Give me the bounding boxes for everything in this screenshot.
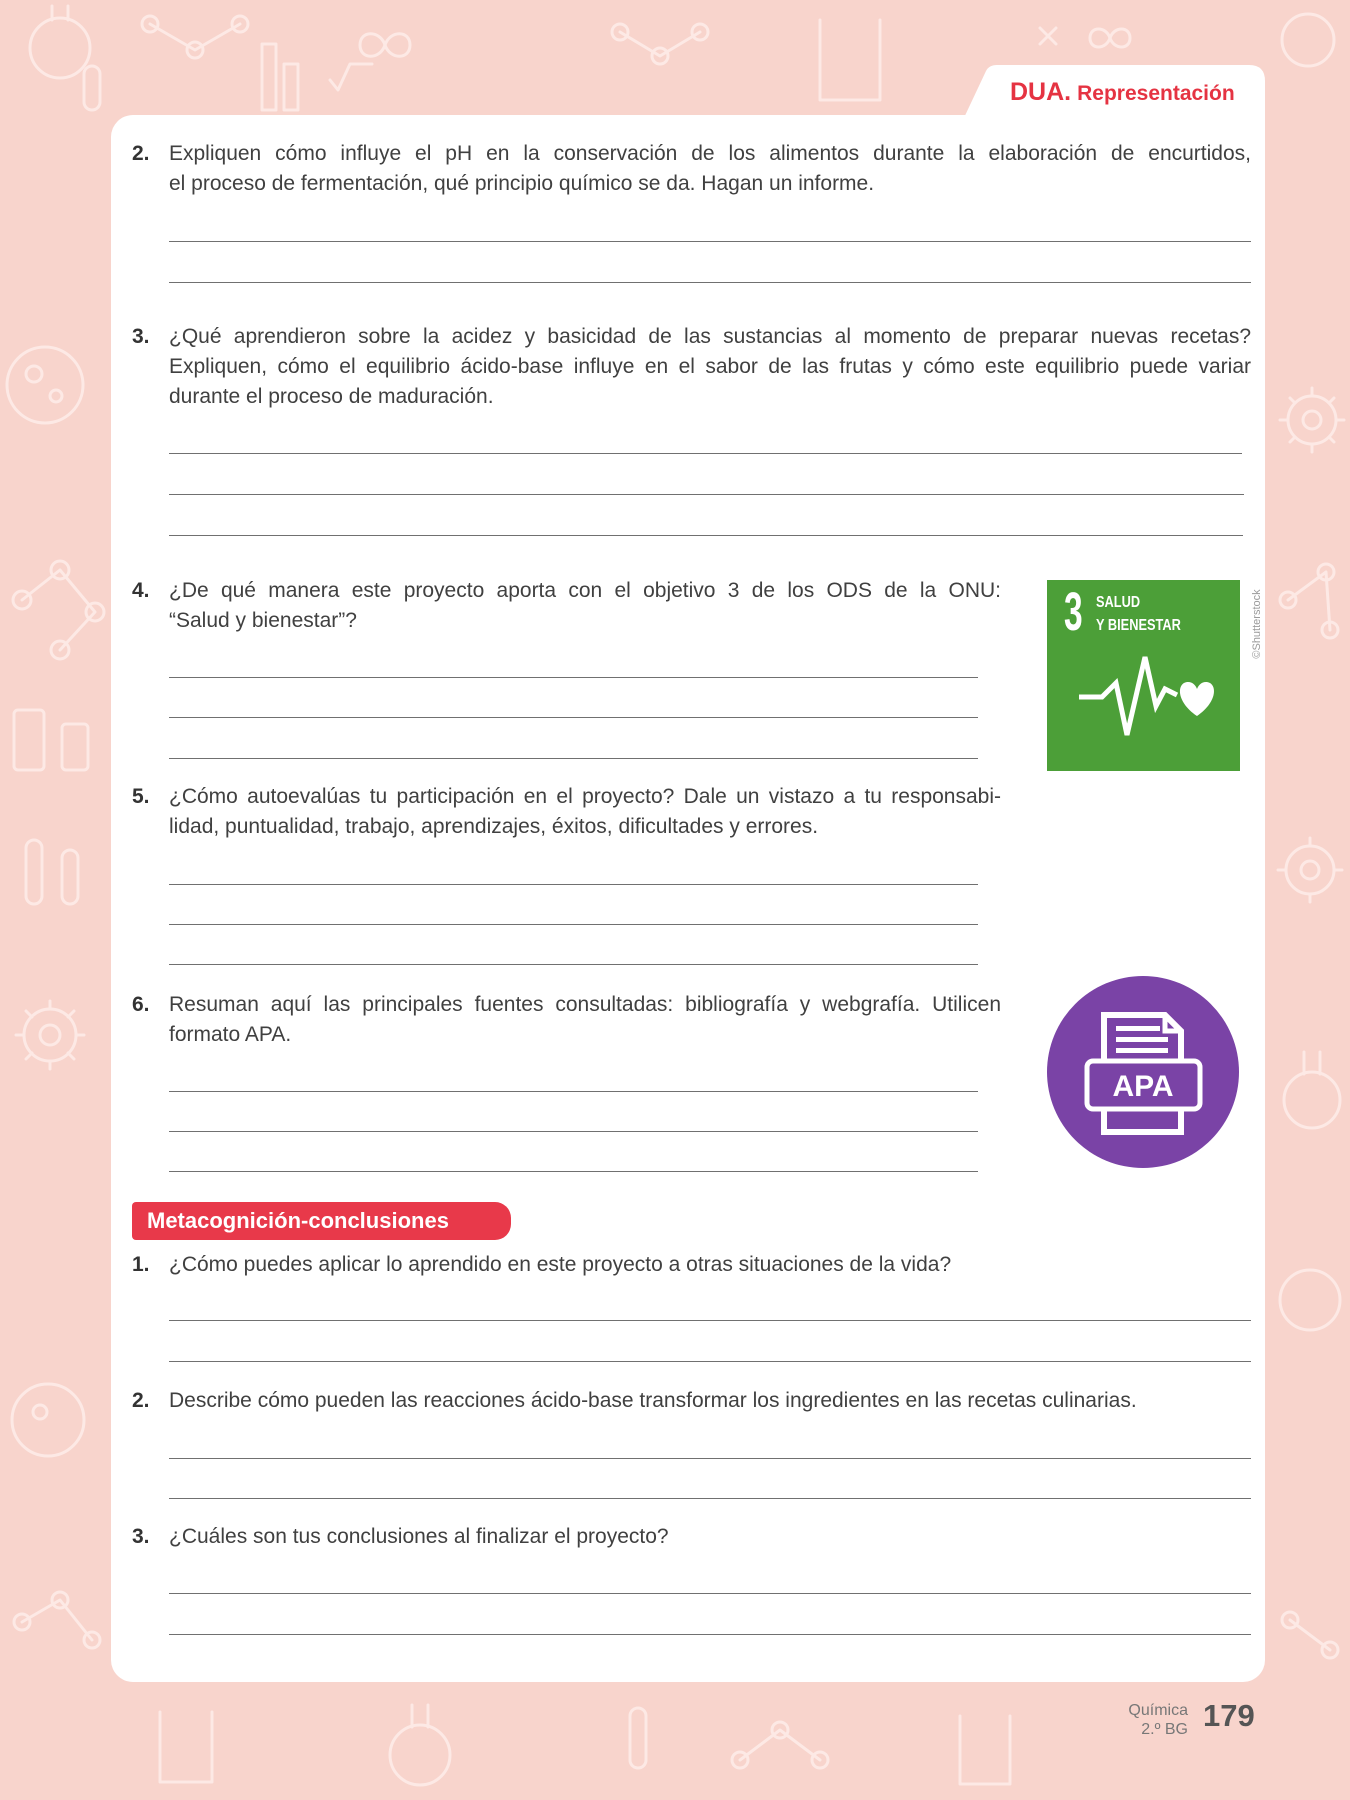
answer-line	[169, 758, 978, 759]
dua-heading	[1010, 76, 1235, 112]
colony	[33, 1405, 47, 1419]
answer-line	[169, 964, 978, 965]
question-text	[169, 576, 1001, 636]
molecule-icon	[142, 16, 248, 58]
gear-hub	[1301, 861, 1319, 879]
answer-line	[169, 884, 978, 885]
answer-line	[169, 494, 1244, 495]
answer-line	[169, 1320, 1251, 1321]
answer-line	[169, 1634, 1251, 1635]
sdg-number: 3	[1064, 582, 1083, 642]
question-text	[169, 782, 1001, 842]
answer-line	[169, 282, 1251, 283]
question-text-line: ¿De qué manera este proyecto aporta con el objetivo 3 de los ODS de la ONU:	[169, 579, 1001, 602]
question-text-line: ¿Cuáles son tus conclusiones al finalizar el proyecto?	[169, 1525, 669, 1548]
sdg-3-badge	[1047, 580, 1240, 771]
dua-label: DUA.	[1010, 78, 1072, 106]
dish	[1280, 1270, 1340, 1330]
conclusion-question-1	[132, 1250, 1251, 1280]
question-4	[132, 576, 1001, 636]
dish	[12, 1384, 84, 1456]
gear-hub	[40, 1025, 60, 1045]
apa-label: APA	[1112, 1070, 1174, 1103]
question-number: 5.	[132, 785, 150, 808]
answer-line	[169, 453, 1242, 454]
photo-credit: ©Shutterstock	[1251, 589, 1263, 659]
molecule-bonds	[620, 32, 700, 56]
gear-teeth	[1280, 388, 1344, 452]
round-flask-icon	[1284, 1052, 1340, 1128]
question-text-line: Describe cómo pueden las reacciones ácido-base transformar los ingredientes en las recetas culinarias.	[169, 1389, 1137, 1412]
answer-line	[169, 1361, 1251, 1362]
bar	[284, 64, 298, 110]
answer-line	[169, 1131, 978, 1132]
petri-dish-icon	[1280, 1270, 1340, 1330]
test-tube	[26, 840, 42, 904]
bottles-icon	[14, 710, 88, 770]
question-text-line: “Salud y bienestar”?	[169, 609, 357, 632]
question-text-line: formato APA.	[169, 1023, 292, 1046]
question-text	[169, 139, 1251, 199]
answer-line	[169, 1458, 1251, 1459]
document-text-bar	[1116, 1026, 1160, 1031]
infinity-icon	[1040, 28, 1130, 47]
molecule-icon	[14, 1592, 100, 1648]
question-text-line: Expliquen, cómo el equilibrio ácido-base influye en el sabor de las frutas y cómo este equilibrio puede variar	[169, 355, 1251, 378]
gear-icon	[1280, 388, 1344, 452]
question-number: 2.	[132, 142, 150, 165]
gear-icon	[1278, 838, 1342, 902]
test-tube-icon	[84, 66, 100, 110]
bar-chart-icon	[262, 44, 298, 110]
apa-badge	[1047, 976, 1239, 1168]
conclusion-question-3	[132, 1522, 1251, 1552]
answer-line	[169, 1593, 1251, 1594]
bar	[262, 44, 276, 110]
question-number: 1.	[132, 1253, 150, 1276]
colony	[26, 366, 42, 382]
beaker-icon	[160, 1712, 212, 1782]
round-flask-icon	[1282, 14, 1334, 66]
molecule-icon	[612, 24, 708, 64]
colony	[50, 390, 62, 402]
question-text	[169, 1522, 1251, 1552]
question-number: 4.	[132, 579, 150, 602]
molecule-icon	[1282, 1612, 1338, 1658]
dua-title: Representación	[1077, 82, 1235, 105]
sdg-label-line1: SALUD	[1096, 594, 1141, 611]
molecule-bonds	[740, 1730, 820, 1760]
heartbeat-icon	[1047, 580, 1240, 771]
heart-icon	[1180, 682, 1214, 716]
question-text-line: ¿Qué aprendieron sobre la acidez y basicidad de las sustancias al momento de preparar nuevas recetas?	[169, 325, 1251, 348]
footer-subject: Química	[1128, 1702, 1188, 1719]
test-tube	[62, 850, 78, 904]
question-number: 3.	[132, 325, 150, 348]
molecule-icon	[13, 561, 104, 659]
gear-teeth	[1278, 838, 1342, 902]
test-tube	[84, 66, 100, 110]
question-text-line: Expliquen cómo influye el pH en la conservación de los alimentos durante la elaboración de encurtidos,	[169, 142, 1251, 165]
conclusion-question-2	[132, 1386, 1251, 1416]
answer-line	[169, 1171, 978, 1172]
question-text-line: el proceso de fermentación, qué principio químico se da. Hagan un informe.	[169, 172, 875, 195]
question-5	[132, 782, 1001, 842]
infinity-icon	[330, 34, 410, 90]
section-header: Metacognición-conclusiones	[132, 1202, 511, 1240]
answer-line	[169, 535, 1243, 536]
bottle	[14, 710, 44, 770]
document-text-bar	[1116, 1048, 1168, 1053]
answer-line	[169, 677, 978, 678]
page-number: 179	[1203, 1698, 1255, 1733]
molecule-bonds	[22, 570, 95, 650]
sdg-label-line2: Y BIENESTAR	[1096, 617, 1181, 634]
question-text	[169, 322, 1251, 412]
flask-body	[30, 18, 90, 78]
question-text	[169, 1250, 1251, 1280]
answer-line	[169, 241, 1251, 242]
question-text-line: ¿Cómo puedes aplicar lo aprendido en este proyecto a otras situaciones de la vida?	[169, 1253, 952, 1276]
answer-line	[169, 1091, 978, 1092]
question-text-line: Resuman aquí las principales fuentes consultadas: bibliografía y webgrafía. Utilicen	[169, 993, 1001, 1016]
footer-grade: 2.º BG	[1141, 1721, 1188, 1738]
round-flask-icon	[30, 6, 90, 78]
beaker-body	[160, 1712, 212, 1782]
question-2	[132, 139, 1251, 199]
petri-dish-icon	[12, 1384, 84, 1456]
infinity-shape	[360, 34, 410, 57]
flask-body	[1284, 1072, 1340, 1128]
gear-teeth	[16, 1001, 84, 1069]
molecule-bonds	[150, 24, 240, 50]
answer-line	[169, 1498, 1251, 1499]
question-text-line: ¿Cómo autoevalúas tu participación en el proyecto? Dale un vistazo a tu responsabi-	[169, 785, 1001, 808]
petri-dish-icon	[7, 347, 83, 423]
answer-line	[169, 717, 978, 718]
test-tube-icon	[26, 840, 78, 904]
question-3	[132, 322, 1251, 412]
flask-body	[1282, 14, 1334, 66]
beaker-icon	[960, 1716, 1010, 1784]
molecule-icon	[1280, 564, 1338, 638]
document-text-bar	[1116, 1037, 1168, 1042]
beaker-body	[960, 1716, 1010, 1784]
answer-line	[169, 924, 978, 925]
flask-body	[390, 1725, 450, 1785]
dish	[7, 347, 83, 423]
gear-hub	[1303, 411, 1321, 429]
beaker-body	[820, 20, 880, 100]
infinity-shape	[1090, 29, 1130, 47]
times-shape	[1040, 28, 1056, 44]
gear-ring	[1286, 846, 1334, 894]
test-tube-icon	[630, 1708, 646, 1768]
heartbeat-line	[1079, 657, 1177, 735]
beaker-icon	[820, 20, 880, 100]
root-shape	[330, 64, 372, 90]
question-text	[169, 990, 1001, 1050]
question-6	[132, 990, 1001, 1050]
question-text-line: lidad, puntualidad, trabajo, aprendizajes, éxitos, dificultades y errores.	[169, 815, 819, 838]
question-text	[169, 1386, 1251, 1416]
question-number: 3.	[132, 1525, 150, 1548]
test-tube	[630, 1708, 646, 1768]
gear-icon	[16, 1001, 84, 1069]
apa-document-icon	[1047, 976, 1239, 1168]
molecule-icon	[732, 1722, 828, 1768]
round-flask-icon	[390, 1705, 450, 1785]
question-number: 2.	[132, 1389, 150, 1412]
question-number: 6.	[132, 993, 150, 1016]
question-text-line: durante el proceso de maduración.	[169, 385, 494, 408]
bottle	[62, 724, 88, 770]
